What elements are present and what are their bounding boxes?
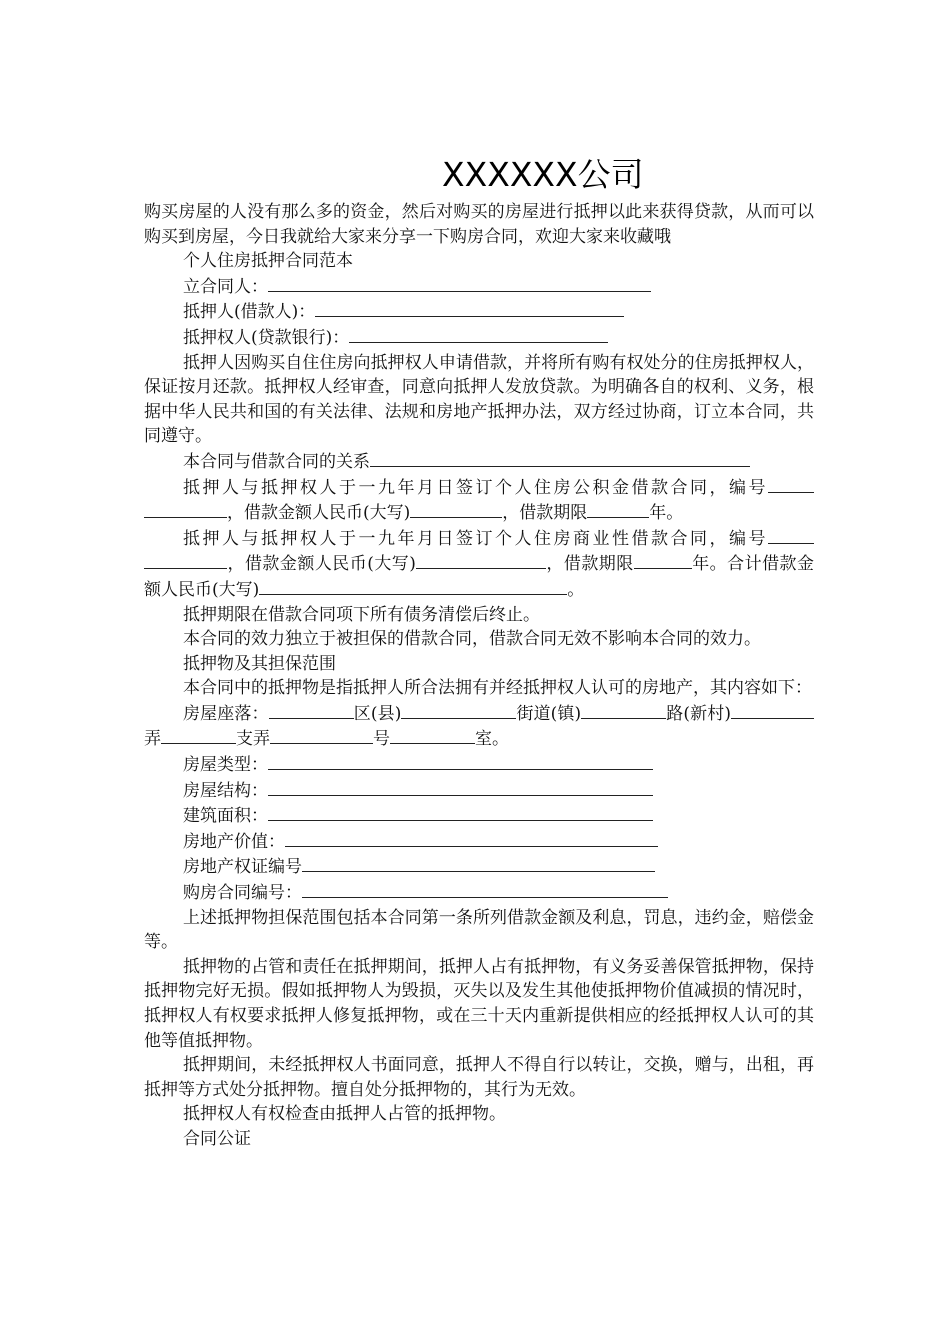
house-type-blank	[268, 752, 653, 770]
mortgagee-blank	[349, 325, 608, 343]
contract-no-blank	[768, 526, 814, 544]
scope-paragraph: 本合同中的抵押物是指抵押人所合法拥有并经抵押权人认可的房地产，其内容如下：	[183, 678, 812, 699]
notary-heading: 合同公证	[183, 1128, 251, 1149]
floor-area-blank	[268, 803, 653, 821]
mortgagor-label: 抵押人(借款人)：	[183, 302, 316, 323]
street-blank	[401, 701, 516, 719]
district-label: 区(县)	[353, 703, 402, 724]
mortgagee-line	[144, 325, 814, 351]
branch-label: 支弄	[236, 729, 270, 750]
party-label: 立合同人：	[183, 276, 268, 297]
property-value-label: 房地产价值：	[183, 831, 285, 852]
lane-label: 弄	[144, 729, 161, 750]
lane-blank	[731, 701, 759, 719]
inspection-paragraph: 抵押权人有权检查由抵押人占管的抵押物。	[183, 1104, 506, 1125]
mortgagor-line	[144, 299, 814, 325]
road-label: 路(新村)	[666, 703, 732, 724]
house-structure-line	[144, 778, 814, 804]
loan-term-label: ，借款期限	[545, 554, 634, 575]
document-body	[144, 200, 814, 1152]
contract-no-blank	[768, 475, 814, 493]
term-paragraph: 抵押期限在借款合同项下所有债务清偿后终止。	[183, 604, 540, 625]
relation-label: 本合同与借款合同的关系	[183, 451, 370, 472]
loan-amount-label: ，借款金额人民币(大写)	[227, 554, 416, 575]
loan-amount-label: ，借款金额人民币(大写)	[227, 503, 411, 524]
total-amount-blank	[259, 577, 567, 595]
floor-area-label: 建筑面积：	[183, 806, 268, 827]
loan-provident-paragraph	[144, 475, 814, 526]
property-value-line	[144, 829, 814, 855]
total-amount-label: 年。合计借款金额人民币(大写)	[144, 554, 815, 600]
purchase-no-blank	[302, 880, 668, 898]
loan-commercial-paragraph	[144, 526, 814, 603]
total-amount-end: 。	[567, 579, 585, 600]
relation-blank	[370, 449, 750, 467]
purpose-paragraph: 抵押人因购买自住住房向抵押权人申请借款，并将所有购有权处分的住房抵押权人，保证按月还款。抵押权人经审查，同意向抵押人发放贷款。为明确各自的权利、义务，根据中华人民共和国的有关法律、法规和房地产抵押办法，双方经过协商，订立本合同，共同遵守。	[144, 352, 814, 447]
loan-amount-blank	[416, 551, 546, 569]
road-blank	[581, 701, 666, 719]
loan-term-label: ，借款期限	[502, 503, 588, 524]
house-structure-label: 房屋结构：	[183, 780, 268, 801]
guarantee-scope-paragraph: 上述抵押物担保范围包括本合同第一条所列借款金额及利息，罚息，违约金，赔偿金等。	[144, 907, 814, 953]
cert-no-blank	[302, 854, 655, 872]
scope-heading: 抵押物及其担保范围	[183, 653, 336, 674]
location-label: 房屋座落：	[183, 703, 269, 724]
property-value-blank	[285, 829, 658, 847]
house-structure-blank	[268, 778, 653, 796]
loan-amount-blank	[410, 500, 502, 518]
branch-blank	[161, 726, 236, 744]
contract-no-blank-cont	[144, 500, 227, 518]
number-blank	[270, 726, 373, 744]
room-blank	[390, 726, 475, 744]
house-type-label: 房屋类型：	[183, 755, 268, 776]
mortgagor-blank	[315, 299, 624, 317]
purchase-no-line	[144, 880, 814, 906]
number-label: 号	[373, 729, 390, 750]
house-type-line	[144, 752, 814, 778]
contract-no-blank-cont	[144, 551, 227, 569]
independence-paragraph: 本合同的效力独立于被担保的借款合同，借款合同无效不影响本合同的效力。	[183, 629, 761, 650]
intro-paragraph: 购买房屋的人没有那么多的资金，然后对购买的房屋进行抵押以此来获得贷款，从而可以购买到房屋，今日我就给大家来分享一下购房合同，欢迎大家来收藏哦	[144, 202, 814, 247]
loan-provident-text: 抵押人与抵押权人于一九年月日签订个人住房公积金借款合同，编号	[183, 477, 768, 498]
relation-line	[144, 449, 814, 475]
transfer-paragraph: 抵押期间，未经抵押权人书面同意，抵押人不得自行以转让，交换，赠与，出租，再抵押等方式处分抵押物。擅自处分抵押物的，其行为无效。	[144, 1055, 814, 1100]
cert-no-line	[144, 854, 814, 880]
cert-no-label: 房地产权证编号	[183, 857, 302, 878]
floor-area-line	[144, 803, 814, 829]
mortgagee-label: 抵押权人(贷款银行)：	[183, 327, 350, 348]
loan-commercial-text: 抵押人与抵押权人于一九年月日签订个人住房商业性借款合同，编号	[183, 528, 768, 549]
loan-term-blank	[634, 551, 692, 569]
document-title: XXXXXX公司	[442, 155, 644, 194]
loan-term-unit: 年。	[649, 503, 684, 524]
lane-blank-cont	[759, 701, 814, 719]
district-blank	[269, 701, 354, 719]
contract-heading: 个人住房抵押合同范本	[183, 251, 353, 272]
loan-term-blank	[587, 500, 649, 518]
party-blank	[268, 274, 651, 292]
location-paragraph	[144, 701, 814, 752]
party-line	[144, 274, 814, 300]
street-label: 街道(镇)	[516, 703, 582, 724]
room-label: 室。	[475, 729, 509, 750]
custody-paragraph: 抵押物的占管和责任在抵押期间，抵押人占有抵押物，有义务妥善保管抵押物，保持抵押物完好无损。假如抵押物人为毁损，灭失以及发生其他使抵押物价值减损的情况时，抵押权人有权要求抵押人修复抵押物，或在三十天内重新提供相应的经抵押权人认可的其他等值抵押物。	[144, 956, 814, 1051]
purchase-no-label: 购房合同编号：	[183, 883, 302, 904]
